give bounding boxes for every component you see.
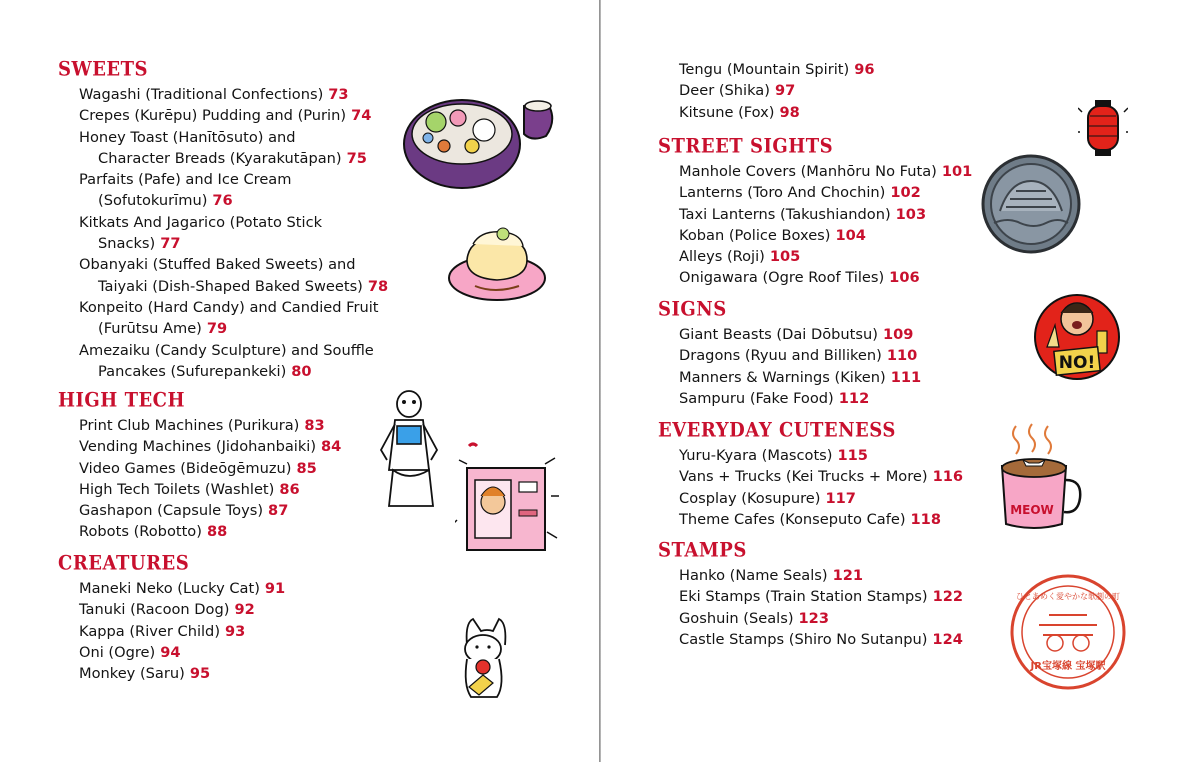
toc-entry[interactable]: [79, 621, 378, 642]
toc-list: [658, 324, 988, 409]
section-creatures: [58, 552, 378, 684]
entry-page-number: 110: [886, 347, 918, 365]
entry-title: Tengu (Mountain Spirit): [679, 61, 850, 78]
section-signs: [658, 298, 988, 409]
entry-page-number: 97: [774, 82, 796, 100]
toc-entry[interactable]: [679, 509, 988, 530]
entry-title-continued: Pancakes (Sufurepankeki): [98, 362, 287, 380]
toc-entry[interactable]: [679, 246, 988, 267]
entry-title: Vans + Trucks (Kei Trucks + More): [679, 468, 928, 486]
entry-title: Hanko (Name Seals): [679, 567, 828, 584]
entry-title: Vending Machines (Jidohanbaiki): [79, 438, 317, 456]
entry-title: Sampuru (Fake Food): [679, 389, 834, 407]
section-stamps: [658, 539, 988, 650]
entry-page-number: 112: [838, 389, 870, 407]
no-sign-illustration: [1033, 287, 1121, 385]
entry-page-number: 102: [890, 184, 921, 202]
entry-title: Yuru-Kyara (Mascots): [679, 447, 833, 464]
entry-title: Taxi Lanterns (Takushiandon): [679, 205, 891, 223]
section-heading: STREET SIGHTS: [658, 135, 834, 158]
section-heading: HIGH TECH: [58, 389, 186, 412]
maneki-neko-illustration: [453, 617, 513, 702]
section-everyday-cuteness: [658, 419, 988, 530]
mug-text: MEOW: [1010, 503, 1054, 517]
entry-title: Eki Stamps (Train Station Stamps): [679, 588, 928, 606]
toc-entry[interactable]: [79, 500, 378, 521]
toc-list: [58, 84, 458, 382]
toc-entry[interactable]: [679, 367, 988, 388]
entry-title: Video Games (Bideōgēmuzu): [79, 459, 292, 477]
entry-page-number: 95: [189, 665, 211, 683]
purikura-booth-illustration: [455, 440, 560, 555]
entry-page-number: 74: [351, 107, 372, 125]
section-heading: SIGNS: [658, 298, 727, 321]
toc-list: [658, 445, 988, 530]
manhole-cover-illustration: [980, 153, 1082, 255]
entry-page-number: 116: [932, 468, 964, 486]
toc-entry[interactable]: [679, 80, 988, 101]
entry-page-number: 115: [837, 447, 868, 464]
entry-title: Tanuki (Racoon Dog): [79, 601, 230, 619]
entry-title: Robots (Robotto): [79, 523, 202, 541]
toc-entry[interactable]: [679, 488, 988, 509]
toc-entry[interactable]: [679, 182, 988, 203]
entry-page-number: 78: [367, 277, 389, 295]
entry-title: Amezaiku (Candy Sculpture) and Souffle: [79, 341, 374, 359]
stamp-top-text: ひとあめく愛やかな歌劇の町: [1016, 592, 1120, 601]
toc-entry[interactable]: [79, 599, 378, 620]
left-page: [0, 0, 599, 762]
toc-entry[interactable]: [79, 521, 378, 542]
entry-title: Kappa (River Child): [79, 622, 221, 640]
entry-title: Castle Stamps (Shiro No Sutanpu): [679, 630, 928, 648]
entry-title: Goshuin (Seals): [679, 609, 794, 627]
entry-page-number: 117: [825, 489, 856, 507]
entry-title: Parfaits (Pafe) and Ice Cream: [79, 171, 292, 189]
entry-title-continued: (Sofutokurīmu): [98, 192, 208, 210]
section-heading: STAMPS: [658, 539, 747, 562]
toc-list: [58, 415, 378, 543]
entry-page-number: 86: [279, 480, 300, 498]
section-sweets: [58, 58, 458, 382]
toc-entry[interactable]: [79, 458, 378, 479]
entry-title: Wagashi (Traditional Confections): [79, 86, 324, 103]
entry-title: Honey Toast (Hanītōsuto) and: [79, 128, 296, 146]
wagashi-bowl-illustration: [400, 92, 565, 192]
toc-entry[interactable]: [679, 466, 988, 487]
entry-page-number: 122: [932, 588, 964, 606]
entry-title: Giant Beasts (Dai Dōbutsu): [679, 326, 878, 343]
stamp-text: JR宝塚線 宝塚駅: [1030, 661, 1106, 672]
toc-entry[interactable]: [679, 204, 988, 225]
toc-entry[interactable]: [79, 254, 458, 297]
entry-page-number: 124: [932, 630, 963, 648]
entry-page-number: 91: [264, 580, 286, 597]
toc-entry[interactable]: [679, 324, 988, 345]
entry-title: Manhole Covers (Manhōru No Futa): [679, 163, 937, 180]
entry-title: Kitkats And Jagarico (Potato Stick: [79, 213, 323, 231]
entry-title: Theme Cafes (Konseputo Cafe): [679, 510, 906, 528]
toc-list: [658, 161, 988, 289]
toc-entry[interactable]: [79, 436, 378, 457]
toc-entry[interactable]: [679, 586, 988, 607]
entry-title: Oni (Ogre): [79, 643, 156, 661]
entry-page-number: 75: [346, 149, 367, 167]
entry-title: Koban (Police Boxes): [679, 226, 831, 244]
entry-title: Cosplay (Kosupure): [679, 489, 821, 507]
toc-entry[interactable]: [79, 297, 458, 340]
toc-entry[interactable]: [679, 445, 988, 466]
entry-page-number: 111: [890, 368, 922, 386]
entry-title: Onigawara (Ogre Roof Tiles): [679, 269, 885, 287]
entry-page-number: 79: [206, 320, 228, 338]
entry-page-number: 121: [832, 567, 864, 584]
toc-entry[interactable]: [79, 340, 458, 383]
toc-entry[interactable]: [79, 479, 378, 500]
entry-title: Gashapon (Capsule Toys): [79, 502, 264, 520]
entry-page-number: 123: [798, 609, 829, 627]
entry-page-number: 84: [321, 438, 342, 456]
toc-list: [658, 59, 988, 123]
section-heading: CREATURES: [58, 552, 190, 575]
entry-title: Dragons (Ryuu and Billiken): [679, 347, 882, 365]
entry-title-continued: Snacks): [98, 235, 156, 253]
entry-title: Monkey (Saru): [79, 665, 185, 683]
toc-entry[interactable]: [679, 388, 988, 409]
toc-entry[interactable]: [679, 345, 988, 366]
toc-entry[interactable]: [679, 59, 988, 80]
entry-page-number: 94: [160, 643, 181, 661]
entry-title: Deer (Shika): [679, 82, 770, 100]
section-heading: SWEETS: [58, 58, 149, 81]
entry-title: Obanyaki (Stuffed Baked Sweets) and: [79, 256, 356, 274]
entry-title: Print Club Machines (Purikura): [79, 417, 300, 434]
entry-page-number: 83: [304, 417, 325, 434]
entry-title: Maneki Neko (Lucky Cat): [79, 580, 260, 597]
section-high-tech: [58, 389, 378, 543]
right-page: [601, 0, 1200, 762]
entry-page-number: 85: [296, 459, 317, 477]
toc-entry[interactable]: [679, 267, 988, 288]
toc-entry[interactable]: [679, 225, 988, 246]
toc-list: [658, 565, 988, 650]
toc-entry[interactable]: [679, 629, 988, 650]
toc-entry[interactable]: [79, 212, 458, 255]
entry-page-number: 76: [212, 192, 233, 210]
toc-entry[interactable]: [79, 415, 378, 436]
entry-title-continued: Taiyaki (Dish-Shaped Baked Sweets): [98, 277, 363, 295]
souffle-pancake-illustration: [445, 220, 550, 310]
entry-page-number: 80: [291, 362, 312, 380]
entry-page-number: 104: [835, 226, 866, 244]
entry-page-number: 92: [234, 601, 255, 619]
entry-page-number: 73: [328, 86, 349, 103]
entry-title: Kitsune (Fox): [679, 103, 775, 121]
toc-entry[interactable]: [79, 578, 378, 599]
entry-title: Alleys (Roji): [679, 248, 765, 266]
entry-page-number: 96: [854, 61, 875, 78]
toc-entry[interactable]: [79, 663, 378, 684]
toc-list: [58, 578, 378, 684]
sign-bubble-text: NO!: [1058, 353, 1096, 373]
station-stamp-illustration: [1009, 573, 1127, 691]
entry-title: Crepes (Kurēpu) Pudding and (Purin): [79, 107, 347, 125]
section-creatures-continued: [658, 59, 988, 123]
entry-page-number: 98: [779, 103, 800, 121]
toc-entry[interactable]: [79, 642, 378, 663]
entry-page-number: 118: [910, 510, 941, 528]
red-lantern-illustration: [1078, 98, 1128, 160]
entry-page-number: 101: [941, 163, 973, 180]
entry-page-number: 93: [225, 622, 246, 640]
entry-page-number: 109: [882, 326, 914, 343]
entry-title: Konpeito (Hard Candy) and Candied Fruit: [79, 298, 379, 316]
coffee-mug-illustration: [994, 422, 1086, 532]
entry-title: High Tech Toilets (Washlet): [79, 480, 275, 498]
robot-illustration: [373, 388, 443, 513]
toc-entry[interactable]: [679, 608, 988, 629]
entry-page-number: 106: [889, 269, 920, 287]
section-heading: EVERYDAY CUTENESS: [658, 419, 896, 442]
entry-title: Lanterns (Toro And Chochin): [679, 184, 886, 202]
toc-entry[interactable]: [679, 565, 988, 586]
section-street-sights: [658, 135, 988, 289]
entry-page-number: 87: [268, 502, 289, 520]
entry-title-continued: Character Breads (Kyarakutāpan): [98, 149, 342, 167]
toc-entry[interactable]: [679, 102, 988, 123]
toc-entry[interactable]: [679, 161, 988, 182]
entry-page-number: 88: [206, 523, 228, 541]
entry-title: Manners & Warnings (Kiken): [679, 368, 886, 386]
entry-page-number: 103: [895, 205, 927, 223]
entry-page-number: 105: [769, 248, 801, 266]
entry-page-number: 77: [160, 235, 181, 253]
entry-title-continued: (Furūtsu Ame): [98, 320, 202, 338]
